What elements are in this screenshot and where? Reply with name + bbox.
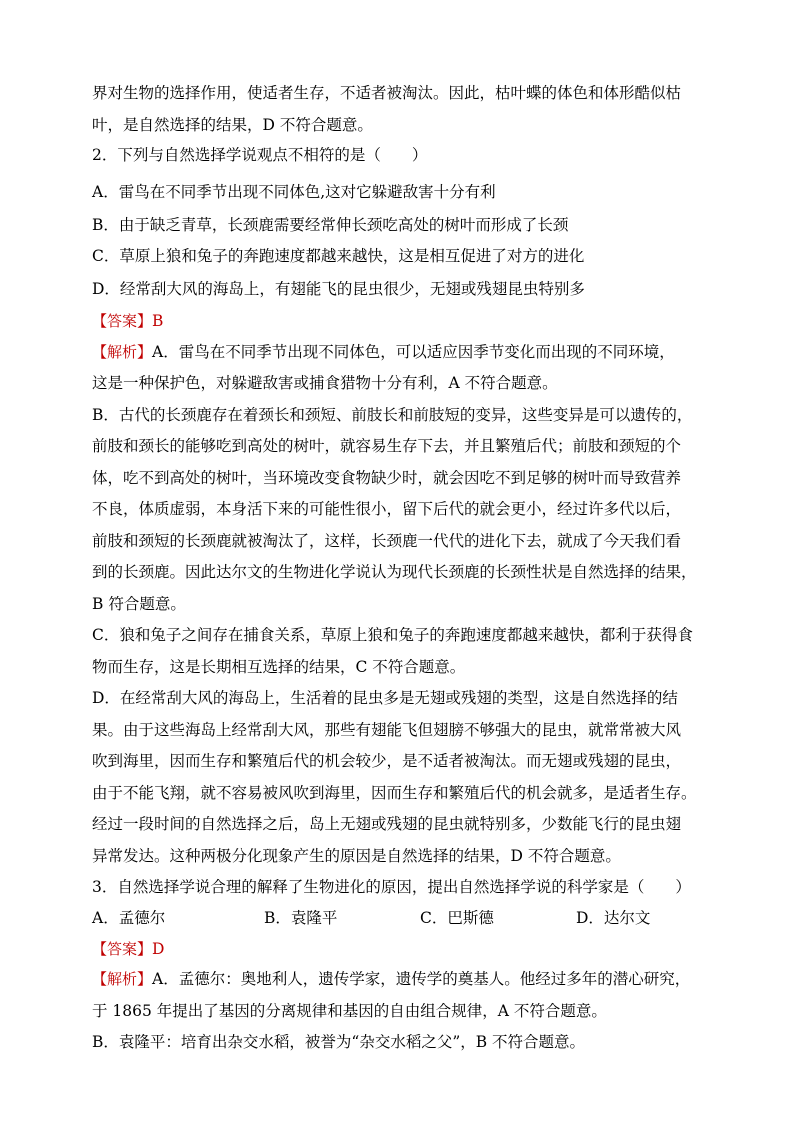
answer-value: D bbox=[152, 940, 165, 958]
explanation-3-line bbox=[92, 969, 702, 989]
explanation-text: A．孟德尔：奥地利人，遗传学家，遗传学的奠基人。他经过多年的潜心研究， bbox=[152, 970, 691, 988]
question-3-stem: 3．自然选择学说合理的解释了生物进化的原因，提出自然选择学说的科学家是（ ） bbox=[92, 878, 691, 896]
explanation-2-line: 吹到海里，因而生存和繁殖后代的机会较少，是不适者被淘汰。而无翅或残翅的昆虫， bbox=[92, 752, 682, 770]
explanation-2-line: 果。由于这些海岛上经常刮大风，那些有翅能飞但翅膀不够强大的昆虫，就常常被大风 bbox=[92, 721, 682, 739]
explanation-2-line: 经过一段时间的自然选择之后，岛上无翅或残翅的昆虫就特别多，少数能飞行的昆虫翅 bbox=[92, 815, 682, 833]
explanation-2-line: 到的长颈鹿。因此达尔文的生物进化学说认为现代长颈鹿的长颈性状是自然选择的结果， bbox=[92, 563, 697, 581]
answer-2 bbox=[92, 311, 702, 331]
explanation-3-line: 于 1865 年提出了基因的分离规律和基因的自由组合规律，A 不符合题意。 bbox=[92, 1002, 607, 1020]
explanation-2-line: 体，吃不到高处的树叶，当环境改变食物缺少时，就会因吃不到足够的树叶而导致营养 bbox=[92, 469, 682, 487]
answer-tag: 【答案】 bbox=[92, 940, 153, 958]
question-3-option-a: A．孟德尔 bbox=[92, 909, 166, 927]
explanation-2-line: B 符合题意。 bbox=[92, 595, 186, 613]
explanation-3-line: B．袁隆平：培育出杂交水稻，被誉为“杂交水稻之父”，B 不符合题意。 bbox=[92, 1033, 586, 1051]
answer-3 bbox=[92, 939, 702, 959]
question-2-stem: 2．下列与自然选择学说观点不相符的是（ ） bbox=[92, 146, 428, 164]
explanation-2-line: 不良，体质虚弱，本身活下来的可能性很小，留下后代的就会更小，经过许多代以后， bbox=[92, 500, 682, 518]
explanation-tag: 【解析】 bbox=[92, 343, 153, 361]
explanation-2-line: 异常发达。这种两极分化现象产生的原因是自然选择的结果，D 不符合题意。 bbox=[92, 847, 621, 865]
explanation-2-line: B．古代的长颈鹿存在着颈长和颈短、前肢长和前肢短的变异，这些变异是可以遗传的， bbox=[92, 406, 693, 424]
answer-value: B bbox=[152, 312, 164, 330]
question-2-option-b: B．由于缺乏青草，长颈鹿需要经常伸长颈吃高处的树叶而形成了长颈 bbox=[92, 216, 569, 234]
question-2-option-d: D．经常刮大风的海岛上，有翅能飞的昆虫很少，无翅或残翅昆虫特别多 bbox=[92, 280, 585, 298]
explanation-2-line: D．在经常刮大风的海岛上，生活着的昆虫多是无翅或残翅的类型，这是自然选择的结 bbox=[92, 689, 678, 707]
question-2-option-a: A．雷鸟在不同季节出现不同体色,这对它躲避敌害十分有利 bbox=[92, 183, 496, 201]
explanation-2-line: 由于不能飞翔，就不容易被风吹到海里，因而生存和繁殖后代的机会就多，是适者生存。 bbox=[92, 784, 697, 802]
explanation-2-line bbox=[92, 342, 702, 362]
explanation-2-line: 前肢和颈短的长颈鹿就被淘汰了，这样，长颈鹿一代代的进化下去，就成了今天我们看 bbox=[92, 532, 682, 550]
text-line: 叶，是自然选择的结果，D 不符合题意。 bbox=[92, 116, 373, 134]
question-3-option-c: C．巴斯德 bbox=[420, 909, 494, 927]
explanation-text: A．雷鸟在不同季节出现不同体色，可以适应因季节变化而出现的不同环境， bbox=[152, 343, 675, 361]
question-3-option-d: D．达尔文 bbox=[576, 909, 651, 927]
text-line: 界对生物的选择作用，使适者生存，不适者被淘汰。因此，枯叶蝶的体色和体形酷似枯 bbox=[92, 84, 682, 102]
explanation-2-line: 这是一种保护色，对躲避敌害或捕食猎物十分有利，A 不符合题意。 bbox=[92, 374, 558, 392]
answer-tag: 【答案】 bbox=[92, 312, 153, 330]
explanation-2-line: 物而生存，这是长期相互选择的结果，C 不符合题意。 bbox=[92, 658, 466, 676]
question-2-option-c: C．草原上狼和兔子的奔跑速度都越来越快，这是相互促进了对方的进化 bbox=[92, 247, 585, 265]
explanation-tag: 【解析】 bbox=[92, 970, 153, 988]
explanation-2-line: 前肢和颈长的能够吃到高处的树叶，就容易生存下去，并且繁殖后代；前肢和颈短的个 bbox=[92, 437, 682, 455]
question-3-option-b: B．袁隆平 bbox=[264, 909, 338, 927]
explanation-2-line: C．狼和兔子之间存在捕食关系，草原上狼和兔子的奔跑速度都越来越快，都利于获得食 bbox=[92, 626, 693, 644]
